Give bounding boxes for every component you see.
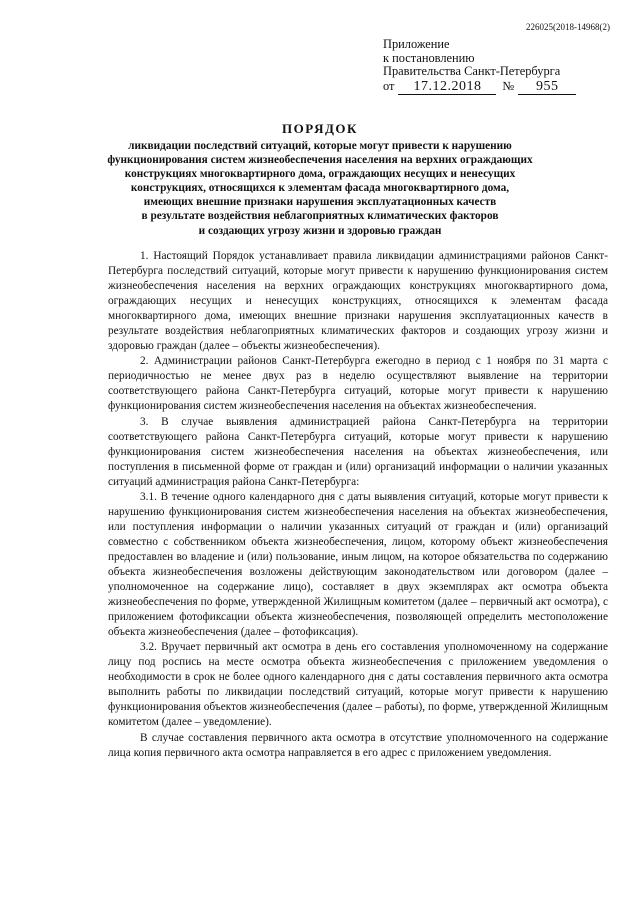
- from-label: от: [383, 78, 395, 93]
- approval-block: [383, 38, 576, 95]
- paragraph-2: 2. Администрации районов Санкт-Петербурга ежегодно в период с 1 ноября по 31 марта с периодичностью не менее двух раз в неделю осуществляют выявление на территории соответствующего района Санкт-Петербурга ситуаций, которые могут привести к нарушению функционирования систем жизнеобеспечения населения на объектах жизнеобеспечения.: [108, 355, 608, 413]
- approval-line-attachment: Приложение: [383, 37, 450, 51]
- paragraph-3-2-note: В случае составления первичного акта осмотра в отсутствие уполномоченного на содержание лица копия первичного акта осмотра направляется в его адрес с приложением уведомления.: [108, 731, 608, 759]
- number-label: №: [502, 78, 515, 93]
- subtitle-line: в результате воздействия неблагоприятных климатических факторов: [141, 210, 499, 223]
- subtitle-line: и создающих угрозу жизни и здоровью граждан: [198, 224, 442, 237]
- approval-number: 955: [518, 80, 576, 95]
- paragraph-1: 1. Настоящий Порядок устанавливает правила ликвидации администрациями районов Санкт-Петербурга последствий ситуаций, которые могут привести к нарушению функционирования систем жизнеобеспечения населения на верхних ограждающих конструкциях многоквартирного дома, ограждающих несущих и ненесущих конструкциях, относящихся к элементам фасада многоквартирного дома, имеющих внешние признаки нарушения эксплуатационных качеств в результате воздействия неблагоприятных климатических факторов и создающих угрозу жизни и здоровью граждан (далее – объекты жизнеобеспечения).: [108, 250, 608, 353]
- approval-line-government: Правительства Санкт-Петербурга: [383, 64, 561, 79]
- document-subtitle: [90, 139, 550, 238]
- paragraph-3-2: 3.2. Вручает первичный акт осмотра в день его составления уполномоченному на содержание лицу под роспись на месте осмотра объекта жизнеобеспечения с приложением уведомления о необходимости в срок не более одного календарного дня с даты составления первичного акта осмотра выполнить работы по ликвидации последствий ситуаций, которые могут привести к нарушению функционирования объектов жизнеобеспечения (далее – работы), по форме, утвержденной Жилищным комитетом (далее – уведомление).: [108, 641, 608, 729]
- document-title: ПОРЯДОК: [282, 121, 358, 136]
- approval-date-line: [383, 80, 576, 95]
- subtitle-line: конструкциях, относящихся к элементам фасада многоквартирного дома,: [130, 182, 510, 195]
- subtitle-line: конструкциях многоквартирного дома, ограждающих несущих и ненесущих: [124, 168, 516, 181]
- approval-date: 17.12.2018: [398, 80, 496, 95]
- registration-number: 226025(2018-14968(2): [526, 22, 610, 32]
- subtitle-line: функционирования систем жизнеобеспечения населения на верхних ограждающих: [107, 154, 533, 167]
- paragraph-3: 3. В случае выявления администрацией района Санкт-Петербурга на территории соответствующего района Санкт-Петербурга ситуаций, которые могут привести к нарушению функционирования систем жизнеобеспечения населения на объектах жизнеобеспечения, или поступления в письменной форме от граждан и (или) организаций информации о наличии указанных ситуаций администрация района Санкт-Петербурга:: [108, 415, 608, 488]
- document-body: [108, 249, 608, 761]
- approval-line-resolution: к постановлению: [383, 50, 475, 65]
- subtitle-line: ликвидации последствий ситуаций, которые могут привести к нарушению: [128, 140, 512, 152]
- subtitle-line: имеющих внешние признаки нарушения эксплуатационных качеств: [143, 196, 497, 209]
- paragraph-3-1: 3.1. В течение одного календарного дня с даты выявления ситуаций, которые могут привести к нарушению функционирования систем жизнеобеспечения населения на объектах жизнеобеспечения, или поступления информации о наличии указанных ситуаций от граждан и (или) организаций совместно с собственником объекта жизнеобеспечения, лицом, которому объект жизнеобеспечения предоставлен во владение и (или) пользование, иным лицом, на которое обязательства по содержанию объекта жизнеобеспечения возложены действующим законодательством или договором (далее – уполномоченное на содержание лицо), составляет в двух экземплярах акт осмотра объекта жизнеобеспечения по форме, утвержденной Жилищным комитетом (далее – первичный акт осмотра), с приложением фотофиксации объекта жизнеобеспечения, позволяющей определить местоположение объекта жизнеобеспечения (далее – фотофиксация).: [108, 490, 608, 639]
